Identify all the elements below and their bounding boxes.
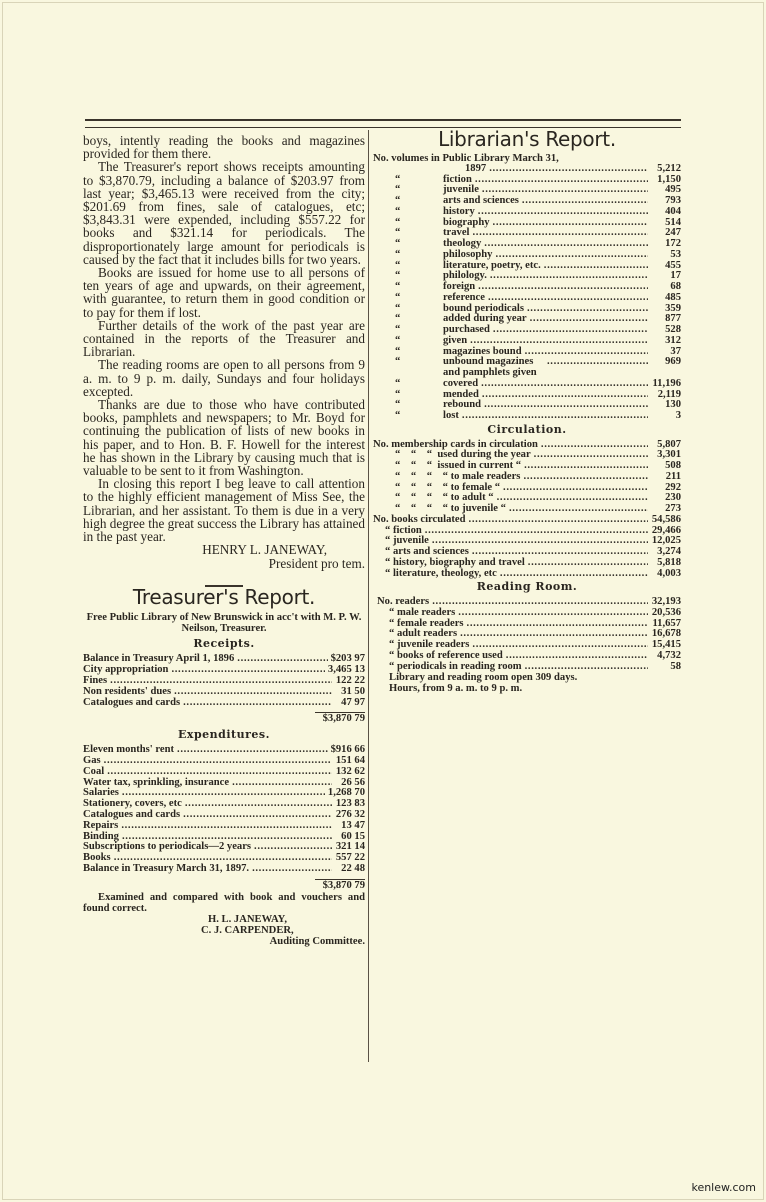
examined-note: Examined and compared with book and vouchers and found correct. <box>83 891 365 914</box>
row-value: 60 15 <box>341 830 365 842</box>
row-value: 20,536 <box>651 606 681 618</box>
dot-leader <box>484 239 648 250</box>
dot-leader <box>503 483 648 494</box>
row-label: Stationery, covers, etc <box>83 798 182 810</box>
dot-leader <box>528 558 648 569</box>
table-row <box>377 608 681 619</box>
dot-leader <box>469 515 648 526</box>
row-label: Books <box>83 852 111 864</box>
dot-leader <box>522 196 648 207</box>
table-row <box>373 282 681 293</box>
row-label: Gas <box>83 755 101 767</box>
ditto-mark: “ <box>395 410 401 421</box>
ditto-mark: “ <box>395 184 401 196</box>
dot-leader <box>484 400 648 411</box>
row-label: arts and sciences <box>443 195 519 206</box>
paragraph: In closing this report I beg leave to call attention to the highly efficient management of Miss See, the Librarian, and her assistant. To them is due in a very high degree the great success the Library has attained in the past year. <box>83 476 365 545</box>
receipts-table <box>83 654 365 708</box>
ditto-mark: “ <box>395 248 401 260</box>
row-value: 122 22 <box>335 674 365 686</box>
ditto-mark: “ <box>395 388 401 400</box>
row-label: Eleven months' rent <box>83 744 175 756</box>
dot-leader <box>488 293 648 304</box>
row-label: Coal <box>83 765 105 777</box>
row-value: 3 <box>675 410 681 421</box>
dot-leader <box>547 357 648 368</box>
table-row <box>373 569 681 580</box>
row-value: 969 <box>665 356 681 368</box>
volumes-intro: No. volumes in Public Library March 31, <box>373 152 559 164</box>
row-label: “ “ “ issued in current “ <box>395 460 522 471</box>
row-value: 12,025 <box>651 535 681 547</box>
table-row <box>83 864 365 875</box>
row-label: Balance in Treasury April 1, 1896 <box>83 653 235 665</box>
open-days: Library and reading room open 309 days. <box>389 672 578 684</box>
ditto-mark: “ <box>395 205 401 217</box>
row-label: “ “ “ “ to female “ <box>395 481 501 493</box>
row-value: 312 <box>665 334 681 346</box>
ditto-mark: “ <box>395 399 401 411</box>
row-value: 17 <box>670 270 681 282</box>
dot-leader <box>467 619 648 630</box>
dot-leader <box>177 745 328 756</box>
row-value: 130 <box>665 399 681 411</box>
paragraph: The reading rooms are open to all persons from 9 a. m. to 9 p. m. daily, Sundays and four holidays excepted. <box>83 357 365 399</box>
column-divider <box>368 130 369 1062</box>
row-value: 321 14 <box>335 841 365 853</box>
row-value: 359 <box>665 302 681 314</box>
dot-leader <box>232 778 332 789</box>
row-value: $916 66 <box>330 744 365 756</box>
table-row <box>373 207 681 218</box>
row-value: 31 50 <box>341 685 365 697</box>
table-row <box>373 304 681 315</box>
row-label: philology. <box>443 270 487 282</box>
row-value: 276 32 <box>335 809 365 821</box>
row-label: rebound <box>443 399 482 411</box>
row-label: foreign <box>443 281 476 292</box>
row-label: Non residents' dues <box>83 685 172 697</box>
table-row <box>373 175 681 186</box>
ditto-mark: “ <box>395 377 401 389</box>
dot-leader <box>482 390 648 401</box>
dot-leader <box>458 608 648 619</box>
table-row <box>373 314 681 325</box>
row-value: 4,003 <box>657 567 681 579</box>
table-row <box>373 400 681 411</box>
table-row <box>373 250 681 261</box>
row-value: 495 <box>665 184 681 196</box>
row-value: 3,301 <box>657 449 681 461</box>
table-row <box>83 810 365 821</box>
auditor-signer: H. L. JANEWAY, <box>208 913 287 925</box>
row-label: “ adult readers <box>389 628 458 640</box>
row-value: 22 48 <box>341 863 365 875</box>
dot-leader <box>524 461 648 472</box>
row-value: 3,465 13 <box>327 664 365 676</box>
dot-leader <box>462 411 648 422</box>
table-row <box>373 515 681 526</box>
ditto-mark: “ <box>395 216 401 228</box>
row-value: 54,586 <box>651 513 681 525</box>
table-row <box>373 357 681 379</box>
row-label: “ juvenile <box>385 535 429 547</box>
row-label: “ literature, theology, etc <box>385 567 497 579</box>
row-label: “ books of reference used <box>389 649 503 661</box>
row-value: 11,196 <box>652 377 681 389</box>
row-label: “ “ “ used during the year <box>395 449 531 461</box>
dot-leader <box>534 450 648 461</box>
row-value: 404 <box>665 205 681 217</box>
row-label: “ periodicals in reading room <box>389 660 522 672</box>
table-row <box>83 842 365 853</box>
row-label: juvenile <box>443 184 479 196</box>
dot-leader <box>509 504 648 515</box>
ditto-mark: “ <box>395 345 401 357</box>
ditto-mark: “ <box>395 334 401 346</box>
row-label: Water tax, sprinkling, insurance <box>83 776 230 788</box>
row-label: Binding <box>83 830 119 842</box>
dot-leader <box>183 810 332 821</box>
table-row <box>377 662 681 673</box>
ditto-mark: “ <box>395 238 401 249</box>
row-label: unbound magazines and pamphlets given <box>443 356 537 378</box>
paragraph: boys, intently reading the books and magazines provided for them there. <box>83 133 365 162</box>
row-value: 123 83 <box>335 798 365 810</box>
watermark: kenlew.com <box>691 1181 756 1194</box>
ditto-mark: “ <box>395 227 401 239</box>
row-value: $203 97 <box>330 653 365 665</box>
ditto-mark: “ <box>395 324 401 335</box>
hours: Hours, from 9 a. m. to 9 p. m. <box>389 683 523 695</box>
treasurer-intro: Free Public Library of New Brunswick in acc't with M. P. W. Neilson, Treasurer. <box>86 612 362 635</box>
table-row <box>83 665 365 676</box>
dot-leader <box>544 261 648 272</box>
row-label: mended <box>443 388 479 400</box>
dot-leader <box>121 821 332 832</box>
row-label: philosophy <box>443 248 493 260</box>
table-row <box>373 411 681 422</box>
row-value: 557 22 <box>335 852 365 864</box>
row-label: “ arts and sciences <box>385 546 469 557</box>
row-value: 485 <box>665 291 681 303</box>
table-row <box>83 687 365 698</box>
librarian-report-heading: Librarian's Report. <box>438 127 616 151</box>
dot-leader <box>171 665 324 676</box>
dot-leader <box>490 271 648 282</box>
row-label: travel <box>443 227 470 239</box>
row-label: bound periodicals <box>443 302 524 314</box>
signature-name: HENRY L. JANEWAY, <box>202 542 327 558</box>
expenditures-total: $3,870 79 <box>315 879 365 892</box>
dot-leader <box>237 654 327 665</box>
row-value: 514 <box>665 216 681 228</box>
circulation-heading: Circulation. <box>487 422 567 436</box>
row-value: 292 <box>665 481 681 493</box>
dot-leader <box>493 218 648 229</box>
row-label: history <box>443 205 475 217</box>
row-label: Fines <box>83 674 108 686</box>
row-value: 47 97 <box>341 696 365 708</box>
row-label: theology <box>443 238 482 249</box>
dot-leader <box>493 325 648 336</box>
row-label: fiction <box>443 173 472 185</box>
dot-leader <box>425 526 648 537</box>
row-value: 877 <box>665 313 681 325</box>
row-label: lost <box>443 410 459 421</box>
table-row <box>373 325 681 336</box>
table-row <box>373 261 681 272</box>
table-row <box>373 379 681 390</box>
auditing-committee: Auditing Committee. <box>269 935 365 947</box>
row-value: 455 <box>665 259 681 271</box>
row-value: 230 <box>665 492 681 504</box>
dot-leader <box>183 698 332 709</box>
books-circulated-table <box>373 515 681 580</box>
receipts-total: $3,870 79 <box>315 712 365 725</box>
row-label: “ fiction <box>385 524 422 536</box>
row-label: “ history, biography and travel <box>385 556 525 568</box>
row-value: 32,193 <box>651 596 681 607</box>
ditto-mark: “ <box>395 270 401 282</box>
dot-leader <box>489 164 648 175</box>
reading-room-heading: Reading Room. <box>476 580 578 594</box>
row-value: 5,212 <box>657 162 681 174</box>
dot-leader <box>432 597 648 608</box>
dot-leader <box>478 207 648 218</box>
row-value: 13 47 <box>341 819 365 831</box>
row-label: Repairs <box>83 819 119 831</box>
paragraph: The Treasurer's report shows receipts amounting to $3,870.79, including a balance of $203.97 from last year; $3,465.13 were received from the city; $201.69 from fines, sale of catalogues, etc; $3,843.31 were expended, including $557.22 for books and $321.14 for periodicals. The disproportionately large amount for periodicals is caused by the fact that it includes bills for two years. <box>83 159 365 267</box>
row-label: literature, poetry, etc. <box>443 259 541 271</box>
auditor-signer: C. J. CARPENDER, <box>201 924 294 936</box>
receipts-heading: Receipts. <box>193 637 255 651</box>
dot-leader <box>478 282 648 293</box>
table-row <box>373 336 681 347</box>
signature-title: President pro tem. <box>268 555 365 571</box>
dot-leader <box>506 651 648 662</box>
dot-leader <box>104 756 332 767</box>
ditto-mark: “ <box>395 173 401 185</box>
row-label: “ “ “ “ to juvenile “ <box>395 503 506 514</box>
table-row <box>373 293 681 304</box>
ditto-mark: “ <box>395 259 401 271</box>
row-value: 3,274 <box>657 546 681 557</box>
row-value: 15,415 <box>651 639 681 650</box>
table-row <box>83 745 365 756</box>
row-value: 53 <box>670 248 681 260</box>
paragraph: Thanks are due to those who have contributed books, pamphlets and newspapers; to Mr. Boyd for continuing the publication of lists of new books in his paper, and to Hon. B. F. Howell for the interest he has shown in the Library by causing much that is valuable to be sent to it from Washington. <box>83 397 365 479</box>
membership-table <box>373 440 681 515</box>
row-value: 132 62 <box>335 765 365 777</box>
table-row <box>83 821 365 832</box>
table-row <box>373 390 681 401</box>
table-row <box>373 271 681 282</box>
dot-leader <box>174 687 332 698</box>
table-row <box>83 698 365 709</box>
row-label: Subscriptions to periodicals—2 years <box>83 841 252 853</box>
dot-leader <box>527 304 648 315</box>
row-value: 37 <box>670 345 681 357</box>
row-label: Catalogues and cards <box>83 696 181 708</box>
right-column <box>373 127 681 695</box>
row-label: Salaries <box>83 787 119 799</box>
row-value: 273 <box>665 503 681 514</box>
row-value: 1,268 70 <box>327 787 365 799</box>
dot-leader <box>525 347 648 358</box>
table-row <box>373 472 681 483</box>
row-label: “ “ “ “ to male readers <box>395 470 521 482</box>
row-value: 16,678 <box>651 628 681 640</box>
dot-leader <box>252 864 332 875</box>
row-value: 26 56 <box>341 776 365 788</box>
ditto-mark: “ <box>395 281 401 292</box>
row-label: No. readers <box>377 596 430 607</box>
row-value: 58 <box>670 660 681 672</box>
dot-leader <box>495 250 648 261</box>
dot-leader <box>523 472 648 483</box>
row-label: “ juvenile readers <box>389 639 470 650</box>
row-label: covered <box>443 377 479 389</box>
row-value: 11,657 <box>652 617 681 629</box>
paragraph: Books are issued for home use to all persons of ten years of age and upwards, on their agreement, with guarantee, to return them in good condition or to pay for them if lost. <box>83 265 365 320</box>
row-label: given <box>443 334 468 346</box>
row-value: 151 64 <box>335 755 365 767</box>
dot-leader <box>185 799 332 810</box>
row-label: 1897 <box>465 162 487 174</box>
table-row <box>377 651 681 662</box>
row-value: 29,466 <box>651 524 681 536</box>
expenditures-table <box>83 745 365 875</box>
row-label: “ “ “ “ to adult “ <box>395 492 494 504</box>
row-value: 4,732 <box>657 649 681 661</box>
row-label: “ female readers <box>389 617 464 629</box>
row-value: 247 <box>665 227 681 239</box>
row-label: Balance in Treasury March 31, 1897. <box>83 863 250 875</box>
row-value: 5,818 <box>657 556 681 568</box>
table-row <box>373 196 681 207</box>
dot-leader <box>472 228 648 239</box>
dot-leader <box>530 314 648 325</box>
table-row <box>373 558 681 569</box>
row-value: 793 <box>665 195 681 206</box>
ditto-mark: “ <box>395 356 401 368</box>
dot-leader <box>541 440 648 451</box>
row-label: magazines bound <box>443 345 522 357</box>
row-value: 1,150 <box>657 173 681 185</box>
dot-leader <box>500 569 648 580</box>
table-row <box>373 218 681 229</box>
row-label: biography <box>443 216 490 228</box>
dot-leader <box>470 336 648 347</box>
row-value: 172 <box>665 238 681 249</box>
row-value: 2,119 <box>657 388 681 400</box>
row-label: “ male readers <box>389 606 456 618</box>
table-row <box>83 778 365 789</box>
table-row <box>373 164 681 175</box>
row-value: 508 <box>665 460 681 471</box>
row-label: Catalogues and cards <box>83 809 181 821</box>
dot-leader <box>254 842 332 853</box>
ditto-mark: “ <box>395 302 401 314</box>
row-label: added during year <box>443 313 527 325</box>
dot-leader <box>497 493 648 504</box>
ditto-mark: “ <box>395 195 401 206</box>
table-row <box>373 185 681 196</box>
ditto-mark: “ <box>395 291 401 303</box>
dot-leader <box>525 662 648 673</box>
row-value: 5,807 <box>657 438 681 450</box>
readers-table <box>373 597 681 672</box>
row-label: No. books circulated <box>373 513 466 525</box>
paragraph: Further details of the work of the past year are contained in the reports of the Treasurer and Librarian. <box>83 317 365 360</box>
row-value: 68 <box>670 281 681 292</box>
row-label: No. membership cards in circulation <box>373 438 538 450</box>
dot-leader <box>481 379 648 390</box>
treasurer-report-heading: Treasurer's Report. <box>132 584 316 609</box>
row-label: purchased <box>443 324 490 335</box>
expenditures-heading: Expenditures. <box>178 728 270 742</box>
volumes-table <box>373 164 681 422</box>
dot-leader <box>475 175 648 186</box>
table-row <box>373 228 681 239</box>
row-label: reference <box>443 291 485 303</box>
row-value: 528 <box>665 324 681 335</box>
row-value: 211 <box>665 470 681 482</box>
table-row <box>373 239 681 250</box>
table-row <box>83 756 365 767</box>
ditto-mark: “ <box>395 313 401 325</box>
dot-leader <box>460 629 648 640</box>
left-column <box>83 134 365 947</box>
row-label: City appropriation <box>83 664 169 676</box>
